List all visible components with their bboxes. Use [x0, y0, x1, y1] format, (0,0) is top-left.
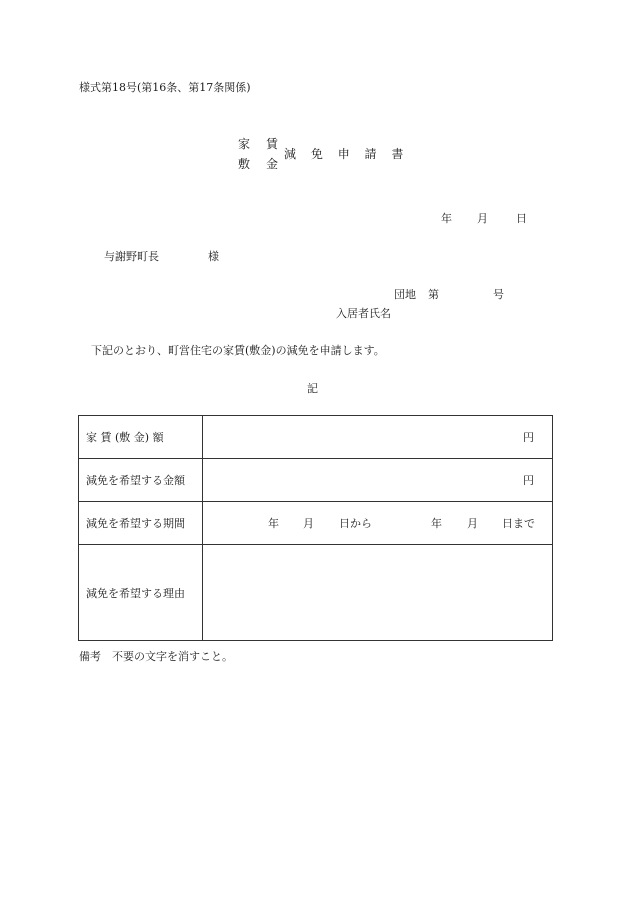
title-char: 書 [391, 147, 404, 161]
period-year: 年 [268, 517, 279, 530]
yen-unit: 円 [523, 474, 534, 487]
date-year: 年 [441, 212, 452, 225]
title-char: 賃 [265, 137, 278, 151]
row-label-reason: 減免を希望する理由 [79, 545, 203, 641]
title-stack [238, 138, 278, 178]
table-row [79, 459, 553, 502]
date-month: 月 [477, 212, 488, 225]
addressee-name: 与謝野町長 [104, 250, 159, 263]
application-date [441, 213, 527, 224]
addressee [104, 251, 219, 262]
period-month: 月 [467, 517, 478, 530]
gou-label: 号 [493, 288, 504, 301]
period-year: 年 [431, 517, 442, 530]
title-stack-top [238, 138, 278, 150]
reason-field[interactable] [203, 545, 553, 641]
application-table [78, 415, 553, 641]
title-char: 家 [238, 137, 251, 151]
period-month: 月 [303, 517, 314, 530]
period-text [203, 515, 552, 531]
danchi-label: 団地 [394, 288, 416, 301]
yen-unit: 円 [523, 431, 534, 444]
row-label-period: 減免を希望する期間 [79, 502, 203, 545]
document-title [284, 148, 414, 160]
rent-amount-field[interactable] [203, 416, 553, 459]
title-char: 免 [310, 147, 323, 161]
ki-heading: 記 [307, 382, 318, 395]
title-char: 減 [284, 147, 297, 161]
title-char: 敷 [238, 157, 251, 171]
form-number: 様式第18号(第16条、第17条関係) [79, 81, 251, 94]
title-char: 請 [364, 147, 377, 161]
statement: 下記のとおり、町営住宅の家賃(敷金)の減免を申請します。 [91, 344, 385, 357]
date-day: 日 [516, 212, 527, 225]
period-from: 日から [339, 517, 372, 530]
period-field[interactable] [203, 502, 553, 545]
title-char: 申 [337, 147, 350, 161]
title-stack-bottom [238, 158, 278, 170]
table-row [79, 416, 553, 459]
row-label-reduction-amount: 減免を希望する金額 [79, 459, 203, 502]
table-row [79, 502, 553, 545]
dai-label: 第 [428, 288, 439, 301]
period-until: 日まで [502, 517, 535, 530]
note: 備考 不要の文字を消すこと。 [79, 650, 233, 663]
row-label-rent: 家 賃 (敷 金) 額 [79, 416, 203, 459]
table-row [79, 545, 553, 641]
addressee-honorific: 様 [208, 250, 219, 263]
danchi-line [394, 289, 504, 300]
reduction-amount-field[interactable] [203, 459, 553, 502]
resident-name-label: 入居者氏名 [336, 307, 391, 320]
title-char: 金 [265, 157, 278, 171]
